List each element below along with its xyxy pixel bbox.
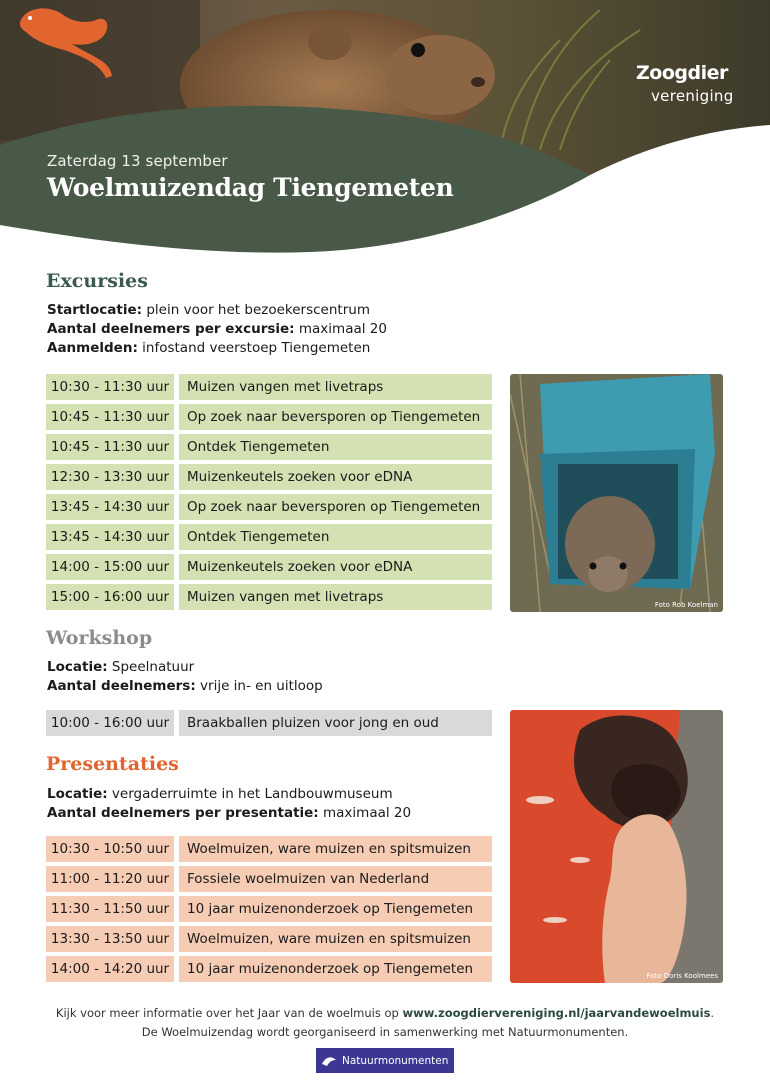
info-line: Startlocatie: plein voor het bezoekerscentrum (47, 302, 370, 318)
table-row (46, 926, 492, 952)
time-cell: 10:45 - 11:30 uur (46, 434, 174, 460)
time-cell: 14:00 - 15:00 uur (46, 554, 174, 580)
table-row (46, 464, 492, 490)
table-row (46, 374, 492, 400)
info-line: Aantal deelnemers: vrije in- en uitloop (47, 678, 323, 694)
info-line: Locatie: vergaderruimte in het Landbouwmuseum (47, 786, 393, 802)
logo-text-vereniging: vereniging (651, 87, 734, 105)
excursies-info (47, 301, 387, 358)
presentaties-info (47, 785, 411, 823)
owl-pellet-image (510, 710, 723, 983)
info-line: Aantal deelnemers per presentatie: maximaal 20 (47, 805, 412, 821)
time-cell: 12:30 - 13:30 uur (46, 464, 174, 490)
time-cell: 14:00 - 14:20 uur (46, 956, 174, 982)
activity-cell: Op zoek naar beversporen op Tiengemeten (179, 404, 492, 430)
activity-cell: Muizen vangen met livetraps (179, 374, 492, 400)
table-row (46, 404, 492, 430)
activity-cell: Muizen vangen met livetraps (179, 584, 492, 610)
activity-cell: 10 jaar muizenonderzoek op Tiengemeten (179, 896, 492, 922)
time-cell: 10:00 - 16:00 uur (46, 710, 174, 736)
table-row (46, 836, 492, 862)
activity-cell: Woelmuizen, ware muizen en spitsmuizen (179, 836, 492, 862)
time-cell: 15:00 - 16:00 uur (46, 584, 174, 610)
activity-cell: 10 jaar muizenonderzoek op Tiengemeten (179, 956, 492, 982)
table-row (46, 584, 492, 610)
table-row (46, 956, 492, 982)
time-cell: 10:30 - 11:30 uur (46, 374, 174, 400)
info-line: Aanmelden: infostand veerstoep Tiengemeten (47, 340, 371, 356)
livetrap-photo (510, 374, 723, 612)
activity-cell: Braakballen pluizen voor jong en oud (179, 710, 492, 736)
owl-pellet-photo (510, 710, 723, 983)
zoogdiervereniging-logo-icon (0, 0, 120, 90)
time-cell: 11:30 - 11:50 uur (46, 896, 174, 922)
table-row (46, 524, 492, 550)
presentaties-heading: Presentaties (46, 753, 179, 775)
table-row (46, 494, 492, 520)
activity-cell: Fossiele woelmuizen van Nederland (179, 866, 492, 892)
excursies-heading: Excursies (46, 270, 148, 292)
table-row (46, 896, 492, 922)
time-cell: 11:00 - 11:20 uur (46, 866, 174, 892)
footer-collab-line: De Woelmuizendag wordt georganiseerd in samenwerking met Natuurmonumenten. (141, 1025, 629, 1039)
info-line: Aantal deelnemers per excursie: maximaal 20 (47, 321, 387, 337)
table-row (46, 434, 492, 460)
workshop-info (47, 658, 323, 696)
natuurmonumenten-logo (316, 1048, 454, 1073)
activity-cell: Woelmuizen, ware muizen en spitsmuizen (179, 926, 492, 952)
activity-cell: Muizenkeutels zoeken voor eDNA (179, 554, 492, 580)
website-link[interactable]: www.zoogdiervereniging.nl/jaarvandewoelmuis (402, 1006, 711, 1020)
livetrap-image (510, 374, 723, 612)
activity-cell: Op zoek naar beversporen op Tiengemeten (179, 494, 492, 520)
header-banner (0, 0, 770, 260)
workshop-heading: Workshop (46, 627, 153, 649)
time-cell: 13:45 - 14:30 uur (46, 494, 174, 520)
time-cell: 10:45 - 11:30 uur (46, 404, 174, 430)
event-date: Zaterdag 13 september (47, 152, 228, 170)
presentaties-table (46, 836, 492, 986)
photo-credit: Foto Doris Koolmees (646, 972, 718, 980)
natuurmonumenten-logo-text: Natuurmonumenten (342, 1054, 449, 1067)
time-cell: 10:30 - 10:50 uur (46, 836, 174, 862)
activity-cell: Ontdek Tiengemeten (179, 524, 492, 550)
footer-info-line: Kijk voor meer informatie over het Jaar van de woelmuis op www.zoogdiervereniging.nl/jaarvandewoelmuis. (55, 1006, 715, 1020)
table-row (46, 554, 492, 580)
logo-text-zoogdier: Zoogdier (636, 62, 728, 84)
activity-cell: Ontdek Tiengemeten (179, 434, 492, 460)
table-row (46, 710, 492, 736)
activity-cell: Muizenkeutels zoeken voor eDNA (179, 464, 492, 490)
event-title: Woelmuizendag Tiengemeten (47, 173, 454, 202)
photo-credit: Foto Rob Koelman (654, 601, 718, 609)
time-cell: 13:30 - 13:50 uur (46, 926, 174, 952)
time-cell: 13:45 - 14:30 uur (46, 524, 174, 550)
info-line: Locatie: Speelnatuur (47, 659, 195, 675)
excursies-table (46, 374, 492, 614)
table-row (46, 866, 492, 892)
workshop-table (46, 710, 492, 740)
natuurmonumenten-bird-icon (320, 1052, 338, 1070)
